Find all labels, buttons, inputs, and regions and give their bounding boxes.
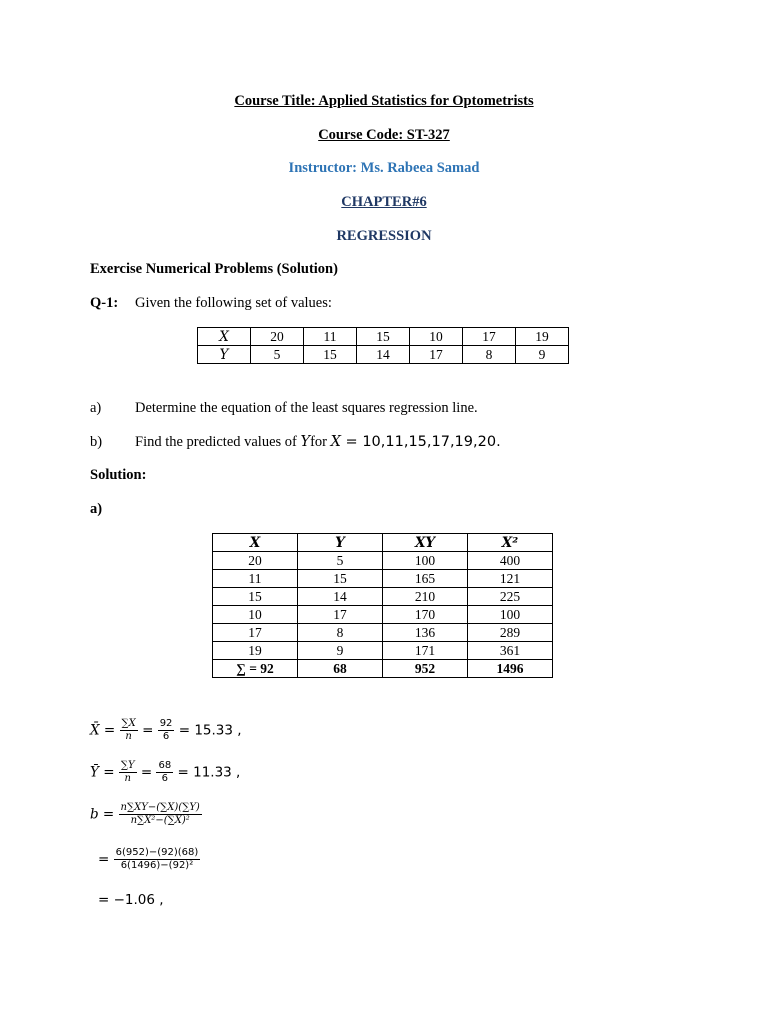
solution-table-cell: 121 [468, 570, 553, 588]
chapter-heading: CHAPTER#6 [341, 194, 427, 210]
question-table-cell: 14 [357, 346, 410, 364]
solution-table-cell: 9 [298, 642, 383, 660]
question-table-cell: 17 [463, 328, 516, 346]
part-a-label: a) [90, 400, 102, 416]
solution-table-cell: 17 [213, 624, 298, 642]
solution-table-row [213, 570, 553, 588]
total-x-squared: 1496 [468, 660, 553, 678]
total-xy: 952 [383, 660, 468, 678]
solution-table-row [213, 642, 553, 660]
solution-table-cell: 170 [383, 606, 468, 624]
solution-table-cell: 17 [298, 606, 383, 624]
question-table-cell: 5 [251, 346, 304, 364]
question-table-cell: 11 [304, 328, 357, 346]
solution-table-row [213, 624, 553, 642]
total-x: ∑ = 92 [213, 660, 298, 678]
solution-table-cell: 225 [468, 588, 553, 606]
total-y: 68 [298, 660, 383, 678]
solution-table-cell: 10 [213, 606, 298, 624]
question-table-row-label: X [198, 328, 251, 346]
solution-table-cell: 136 [383, 624, 468, 642]
header-y: Y [298, 534, 383, 552]
question-table-row-y [198, 346, 569, 364]
slope-formula: b = $\frac{n\sum XY-(\sum X)(\sum Y)}{\text{n∑X²−(∑X)²}}$ [90, 802, 200, 826]
solution-heading: Solution: [90, 467, 147, 483]
exercise-heading: Exercise Numerical Problems (Solution) [90, 261, 338, 277]
solution-table-cell: 171 [383, 642, 468, 660]
course-code: Course Code: ST-327 [318, 127, 450, 143]
question-text: Given the following set of values: [135, 295, 332, 311]
solution-table-cell: 14 [298, 588, 383, 606]
header-xy: XY [383, 534, 468, 552]
question-table-cell: 9 [516, 346, 569, 364]
part-b-text: Find the predicted values of Yfor X = 10,11,15,17,19,20. [135, 434, 501, 450]
solution-table-cell: 165 [383, 570, 468, 588]
solution-part-a-label: a) [90, 501, 103, 517]
header-x-squared: X² [468, 534, 553, 552]
slope-substitution: = $\frac{6(952)-(92)(68)}{\text{6(1496)−(92)²}}$ [98, 847, 199, 871]
solution-table-cell: 19 [213, 642, 298, 660]
solution-table-cell: 400 [468, 552, 553, 570]
question-data-table [197, 327, 569, 364]
part-a-text: Determine the equation of the least squares regression line. [135, 400, 478, 416]
solution-table-row [213, 606, 553, 624]
question-table-cell: 15 [357, 328, 410, 346]
question-label: Q-1: [90, 295, 119, 311]
solution-table-cell: 100 [468, 606, 553, 624]
instructor-name: Instructor: Ms. Rabeea Samad [288, 160, 480, 176]
question-table-row-label: Y [198, 346, 251, 364]
solution-table-cell: 210 [383, 588, 468, 606]
solution-table-cell: 20 [213, 552, 298, 570]
solution-table-totals-row [213, 660, 553, 678]
solution-table-header-row [213, 534, 553, 552]
solution-table-row [213, 588, 553, 606]
solution-table-cell: 5 [298, 552, 383, 570]
solution-table-row [213, 552, 553, 570]
solution-table-cell: 15 [298, 570, 383, 588]
topic-heading: REGRESSION [336, 228, 432, 244]
solution-data-table [212, 533, 553, 678]
solution-table-cell: 100 [383, 552, 468, 570]
question-table-cell: 17 [410, 346, 463, 364]
mean-x-equation: X̄ = $\frac{\sum X}{n}$ = $\frac{92}{6}$ = 15.33 , [90, 718, 242, 742]
solution-table-cell: 289 [468, 624, 553, 642]
question-table-cell: 15 [304, 346, 357, 364]
solution-table-cell: 15 [213, 588, 298, 606]
question-table-row-x [198, 328, 569, 346]
course-title: Course Title: Applied Statistics for Optometrists [234, 93, 534, 109]
header-x: X [213, 534, 298, 552]
question-table-cell: 8 [463, 346, 516, 364]
solution-table-cell: 11 [213, 570, 298, 588]
mean-y-equation: Ȳ = $\frac{\sum Y}{n}$ = $\frac{68}{6}$ = 11.33 , [90, 760, 241, 784]
question-table-cell: 10 [410, 328, 463, 346]
question-table-cell: 20 [251, 328, 304, 346]
part-b-label: b) [90, 434, 103, 450]
question-table-cell: 19 [516, 328, 569, 346]
solution-table-cell: 8 [298, 624, 383, 642]
slope-result: = −1.06 , [98, 892, 164, 908]
solution-table-cell: 361 [468, 642, 553, 660]
